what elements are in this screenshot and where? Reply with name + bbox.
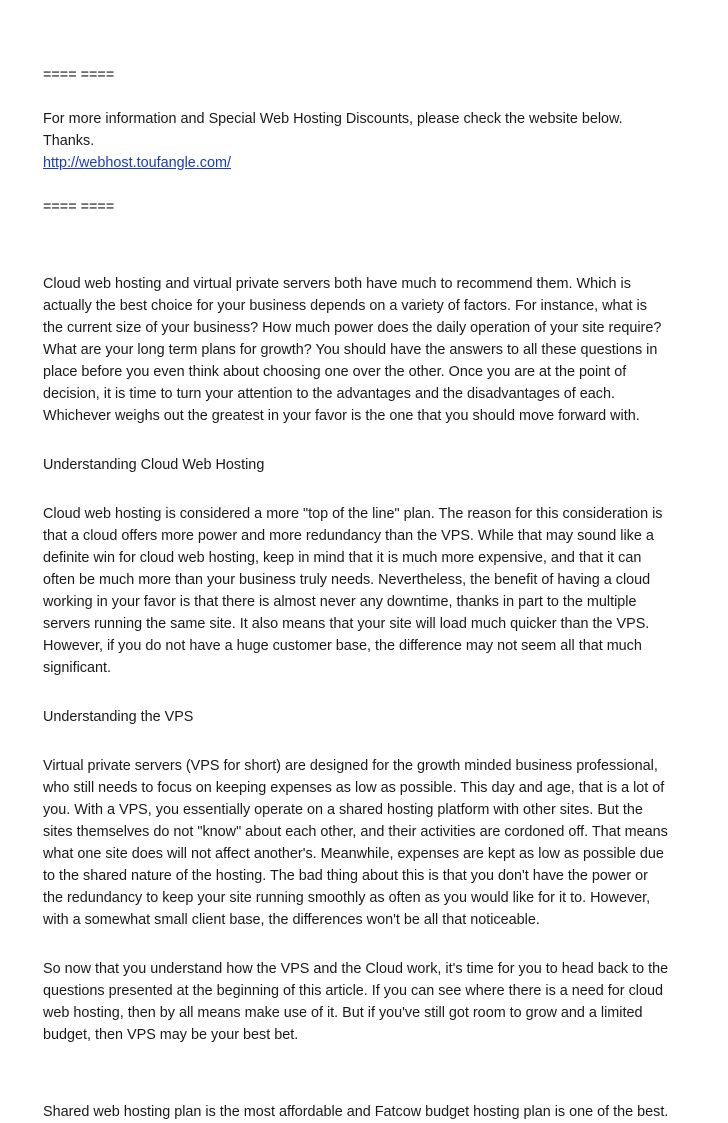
thanks-line: Thanks. [43,133,95,149]
info-line: For more information and Special Web Hosting Discounts, please check the website below. [43,111,623,127]
paragraph-line: Whichever weighs out the greatest in your favor is the one that you should move forward with. [43,408,640,424]
intro-paragraph [43,273,688,427]
separator-bottom: ==== ==== [43,199,115,215]
paragraph-line: However, if you do not have a huge customer base, the difference may not seem all that much [43,638,642,654]
paragraph-line: Cloud web hosting is considered a more "top of the line" plan. The reason for this consideration is [43,506,663,522]
paragraph-line: what one site does will not affect another's. Meanwhile, expenses are kept as low as possible due [43,846,664,862]
vps-paragraph [43,755,688,931]
website-link[interactable]: http://webhost.toufangle.com/ [43,155,231,171]
paragraph-line: Virtual private servers (VPS for short) are designed for the growth minded business professional, [43,758,658,774]
paragraph-line: who still needs to focus on keeping expenses as low as possible. This day and age, that is a lot of [43,780,665,796]
paragraph-line: to the shared nature of the hosting. The bad thing about this is that you don't have the power or [43,868,648,884]
paragraph-line: What are your long term plans for growth? You should have the answers to all these questions in [43,342,658,358]
paragraph-line: servers running the same site. It also means that your site will load much quicker than the VPS. [43,616,650,632]
separator-top: ==== ==== [43,67,115,83]
paragraph-line: place before you even think about choosing one over the other. Once you are at the point of [43,364,627,380]
paragraph-line: the current size of your business? How much power does the daily operation of your site require? [43,320,662,336]
paragraph-line: Cloud web hosting and virtual private servers both have much to recommend them. Which is [43,276,631,292]
paragraph-line: actually the best choice for your business depends on a variety of factors. For instance, what is [43,298,647,314]
paragraph-line: significant. [43,660,111,676]
document-page [43,64,688,1123]
paragraph-line: the redundancy to keep your site running smoothly as often as you would like for it to. However, [43,890,651,906]
paragraph-line: working in your favor is that there is almost never any downtime, thanks in part to the multiple [43,594,637,610]
paragraph-line: So now that you understand how the VPS and the Cloud work, it's time for you to head back to the [43,961,669,977]
paragraph-line: sites themselves do not "know" about each other, and their activities are cordoned off. That means [43,824,668,840]
footer-line: Shared web hosting plan is the most affordable and Fatcow budget hosting plan is one of the best. [43,1104,669,1120]
paragraph-line: definite win for cloud web hosting, keep in mind that it is much more expensive, and that it can [43,550,642,566]
paragraph-line: often be much more than your business truly needs. Nevertheless, the benefit of having a cloud [43,572,651,588]
paragraph-line: decision, it is time to turn your attention to the advantages and the disadvantages of each. [43,386,615,402]
paragraph-line: you. With a VPS, you essentially operate on a shared hosting platform with other sites. But the [43,802,643,818]
paragraph-line: budget, then VPS may be your best bet. [43,1027,299,1043]
paragraph-line: questions presented at the beginning of this article. If you can see where there is a need for cloud [43,983,663,999]
paragraph-line: that a cloud offers more power and more redundancy than the VPS. While that may sound like a [43,528,654,544]
paragraph-line: with a somewhat small client base, the differences won't be all that noticeable. [43,912,540,928]
cloud-heading: Understanding Cloud Web Hosting [43,457,265,473]
conclusion-paragraph [43,958,688,1046]
paragraph-line: web hosting, then by all means make use of it. But if you've still got room to grow and a limited [43,1005,643,1021]
cloud-paragraph [43,503,688,679]
vps-heading: Understanding the VPS [43,709,194,725]
